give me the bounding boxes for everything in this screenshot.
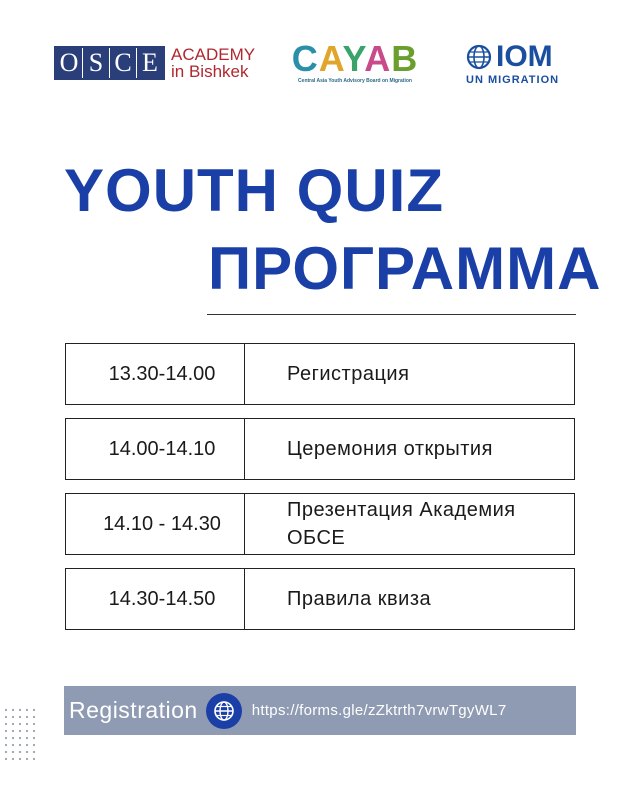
osce-letter: C (110, 48, 137, 78)
iom-word: IOM (496, 40, 553, 73)
title-line2: ПРОГРАММА (208, 235, 602, 302)
registration-label: Registration (69, 697, 198, 723)
schedule-event: Церемония открытия (287, 438, 493, 460)
decorative-dot-grid (4, 708, 40, 764)
schedule-time: 14.10 - 14.30 (66, 494, 245, 554)
schedule-time: 14.30-14.50 (66, 569, 245, 629)
schedule-event: Правила квиза (287, 588, 432, 610)
cayab-logo (290, 40, 420, 84)
osce-text-line2: in Bishkek (171, 62, 249, 81)
globe-icon (206, 693, 242, 729)
logo-strip (0, 40, 640, 90)
schedule-event: Регистрация (287, 363, 410, 385)
schedule-row (65, 493, 575, 555)
osce-letter: S (83, 48, 110, 78)
schedule-event: Презентация Академия ОБСЕ (287, 499, 516, 549)
schedule-row (65, 418, 575, 480)
osce-letters (54, 46, 165, 80)
osce-text-line1: ACADEMY (171, 45, 256, 64)
osce-academy-text (171, 46, 255, 80)
osce-letter: O (56, 48, 83, 78)
iom-globe-icon (466, 44, 492, 70)
title-line1: YOUTH QUIZ (64, 157, 444, 224)
cayab-subtitle: Central Asia Youth Advisory Board on Migration (298, 78, 412, 84)
schedule-row (65, 568, 575, 630)
schedule-row (65, 343, 575, 405)
schedule-time: 13.30-14.00 (66, 344, 245, 404)
iom-logo (466, 42, 559, 86)
osce-academy-logo (54, 46, 255, 80)
registration-link[interactable]: https://forms.gle/zZktrth7vrwTgyWL7 (251, 702, 507, 719)
schedule-time: 14.00-14.10 (66, 419, 245, 479)
cayab-word: CAYAB (291, 38, 419, 79)
iom-subtitle: UN MIGRATION (466, 74, 560, 86)
title-divider (207, 314, 576, 315)
registration-bar (64, 686, 576, 735)
osce-letter: E (142, 48, 158, 77)
